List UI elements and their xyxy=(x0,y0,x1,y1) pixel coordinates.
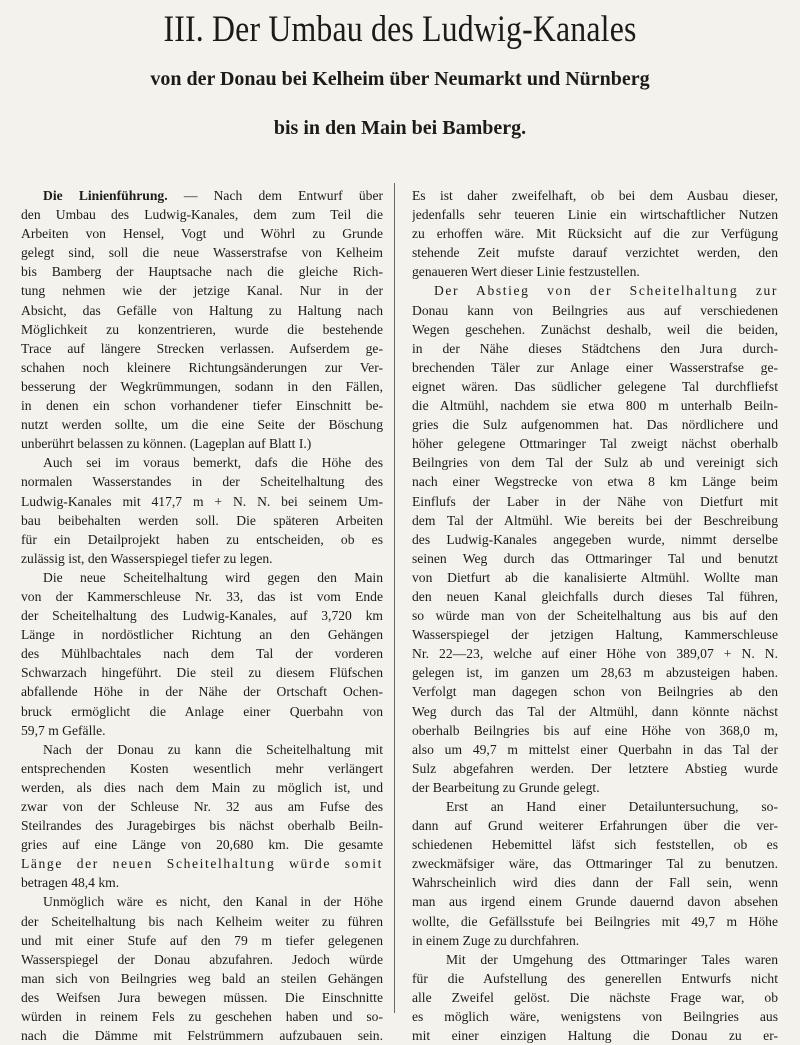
text-line: gelegt sind, soll die neue Wasserstrafse von Kelheim xyxy=(21,245,383,261)
text-line: nach die Dämme mit Felstrümmern aufzubauen sein. xyxy=(21,1028,383,1044)
text-line: des Mühlbachtales nach dem Tal der vorderen xyxy=(21,646,383,662)
text-line: Erst an Hand einer Detailuntersuchung, so- xyxy=(446,799,778,814)
text-line: werden, als dies nach dem Main zu möglich ist, und xyxy=(21,779,383,795)
text-line xyxy=(21,186,383,205)
text-line: Wegen geschehen. Zunächst deshalb, weil die beiden, xyxy=(412,321,778,337)
text-line: also um 49,7 m mittelst einer Querbahn in das Tal der xyxy=(412,741,778,757)
text-line: Ludwig-Kanales mit 417,7 m + N. N. bei seinem Um- xyxy=(21,493,383,509)
text-line: alle Zweifel gelöst. Die nächste Frage war, ob xyxy=(412,989,778,1005)
text-line: Unmöglich wäre es nicht, den Kanal in der Höhe xyxy=(43,894,383,910)
text-line: Steilrandes des Juragebirges bis nächst oberhalb Beiln- xyxy=(21,818,383,834)
text-line: in denen ein schon vorhandener tiefer Einschnitt be- xyxy=(21,398,383,414)
text-line: Einflufs der Laber in der Nähe von Dietfurt mit xyxy=(412,493,778,509)
text-line: schahen noch kleinere Richtungsänderungen zur Ver- xyxy=(21,359,383,375)
text-line: gelegen ist, im ganzen um 28,63 m abzusteigen haben. xyxy=(412,665,778,681)
text-line: der Scheitelhaltung bis nach Kelheim weiter zu führen xyxy=(21,913,383,929)
text-line: für die Aufstellung des generellen Entwurfs nicht xyxy=(412,970,778,986)
text-line: den neuen Kanal gleichfalls durch dieses Tal führen, xyxy=(412,588,778,604)
text-line: nach einer Wegstrecke von etwa 8 km Länge beim xyxy=(412,474,778,490)
text-line: Schwarzach hingeführt. Die steil zu diesem Flüfschen xyxy=(21,665,383,681)
text-line: mit einer einzigen Haltung die Donau zu er- xyxy=(412,1028,778,1044)
text-line: stehende Zeit mufste darauf verzichtet werden, den xyxy=(412,245,778,261)
text-line-fragment: — Nach dem Entwurf über xyxy=(167,188,383,203)
text-line: abfallende Höhe in der Nähe der Ortschaft Ochen- xyxy=(21,684,383,700)
text-line: zulässig ist, den Wasserspiegel tiefer zu legen. xyxy=(21,550,273,566)
text-line: zu erhoffen wäre. Mit Rücksicht auf die zur Verfügung xyxy=(412,226,778,242)
text-line: Nr. 22—23, welche auf einer Höhe von 389,07 + N. N. xyxy=(412,646,778,662)
text-line: Wasserspiegel der jetzigen Haltung, Kammerschleuse xyxy=(412,627,778,643)
text-line: schiedenen Hebemittel läfst sich feststellen, ob es xyxy=(412,837,778,853)
section-lead-heading: Die Linienführung. xyxy=(43,188,168,203)
text-line: von der Kammerschleuse Nr. 33, das ist vom Ende xyxy=(21,588,383,604)
text-line: und mit einer Stufe auf den 79 m tiefer gelegenen xyxy=(21,932,383,948)
text-line: Nach der Donau zu kann die Scheitelhaltung mit xyxy=(43,741,383,757)
text-line: würden in reinem Fels zu geschehen haben und so- xyxy=(21,1009,383,1025)
text-line: seinen Weg durch das Ottmaringer Tal und benutzt xyxy=(412,550,778,566)
text-line: in der Nähe dieses Städtchens den Jura durch- xyxy=(412,340,778,356)
text-line: Möglichkeit zu konzentrieren, wurde die bestehende xyxy=(21,321,383,337)
text-line: 59,7 m Gefälle. xyxy=(21,722,106,738)
text-line: oberhalb Beilngries bis auf eine Höhe von 368,0 m, xyxy=(412,722,778,738)
text-line: in einem Zuge zu durchfahren. xyxy=(412,932,580,948)
text-line: Der Abstieg von der Scheitelhaltung zur xyxy=(434,283,778,299)
text-line: des Ludwig-Kanales angegeben wurde, nimmt derselbe xyxy=(412,531,778,547)
text-line: zweckmäfsiger wäre, das Ottmaringer Tal zu benutzen. xyxy=(412,856,778,872)
chapter-subtitle-line-1: von der Donau bei Kelheim über Neumarkt und Nürnberg xyxy=(150,68,650,90)
text-line: wollte, die Gefällsstufe bei Beilngries mit 49,7 m Höhe xyxy=(412,913,778,929)
right-text-column xyxy=(412,186,778,1045)
text-line: brechenden Täler zur Anlage einer Wasserstrafse ge- xyxy=(412,359,778,375)
text-line: genaueren Wert dieser Linie festzustellen. xyxy=(412,264,640,280)
text-line: Sulz abgefahren werden. Der letztere Abstieg wurde xyxy=(412,760,778,776)
text-line: so würde man von der Scheitelhaltung aus bis auf den xyxy=(412,608,778,624)
text-line: gries die Sulz aufgenommen hat. Das nördlichere und xyxy=(412,417,778,433)
text-line: betragen 48,4 km. xyxy=(21,875,120,891)
text-line: gries auf eine Länge von 20,680 km. Die gesamte xyxy=(21,837,383,853)
text-line: unberührt belassen zu können. (Lageplan auf Blatt I.) xyxy=(21,436,312,452)
text-line: dann auf Grund weiterer Erfahrungen über die ver- xyxy=(412,818,778,834)
text-line: bruck ermöglicht die Anlage einer Querbahn von xyxy=(21,703,383,719)
text-line: normalen Wasserstandes in der Scheitelhaltung des xyxy=(21,474,383,490)
text-line: Donau kann von Beilngries aus auf verschiedenen xyxy=(412,302,778,318)
text-line: Länge in nordöstlicher Richtung an den Gehängen xyxy=(21,627,383,643)
text-line: jedenfalls sehr teueren Linie ein wirtschaftlicher Nutzen xyxy=(412,207,778,223)
text-line: Verfolgt man dagegen schon von Beilngries ab den xyxy=(412,684,778,700)
column-divider xyxy=(394,183,395,1013)
text-line: Beilngries von dem Tal der Sulz ab und vereinigt sich xyxy=(412,455,778,471)
text-line: es möglich wäre, wenigstens von Beilngries aus xyxy=(412,1009,778,1025)
text-line: höher gelegene Ottmaringer Tal zweigt nächst oberhalb xyxy=(412,436,778,452)
chapter-subtitle-line-2: bis in den Main bei Bamberg. xyxy=(273,117,527,139)
text-line: der Scheitelhaltung des Ludwig-Kanales, auf 3,720 km xyxy=(21,608,383,624)
text-line: Die neue Scheitelhaltung wird gegen den Main xyxy=(43,569,383,585)
text-line: bau beibehalten werden soll. Die späteren Arbeiten xyxy=(21,512,383,528)
left-text-column xyxy=(21,186,383,1045)
text-line: Wasserspiegel der Donau abzufahren. Jedoch würde xyxy=(21,951,383,967)
text-line: Auch sei im voraus bemerkt, dafs die Höhe des xyxy=(43,455,383,471)
chapter-title: III. Der Umbau des Ludwig-Kanales xyxy=(163,9,637,50)
text-line: Absicht, das Gefälle von Haltung zu Haltung nach xyxy=(21,302,383,318)
text-line: eignet wären. Das südlicher gelegene Tal durchfliefst xyxy=(412,378,778,394)
text-line: für ein Detailprojekt haben zu entscheiden, ob es xyxy=(21,531,383,547)
text-line: Mit der Umgehung des Ottmaringer Tales waren xyxy=(446,951,778,967)
text-line: Wahrscheinlich wird dies dann der Fall sein, wenn xyxy=(412,875,778,891)
text-line: Trace auf längere Strecken verlassen. Aufserdem ge- xyxy=(21,340,383,356)
text-line: des Weifsen Jura bewegen müssen. Die Einschnitte xyxy=(21,989,383,1005)
text-line: bis Bamberg der Hauptsache nach die gleiche Rich- xyxy=(21,264,383,280)
text-line: dem Tal der Altmühl. Wie bereits bei der Beschreibung xyxy=(412,512,778,528)
text-line: Arbeiten von Hensel, Vogt und Wöhrl zu Grunde xyxy=(21,226,383,242)
text-line: die Altmühl, nachdem sie etwa 800 m unterhalb Beiln- xyxy=(412,398,778,414)
text-line: Es ist daher zweifelhaft, ob bei dem Ausbau dieser, xyxy=(412,188,778,203)
text-line: man aus irgend einem Grunde dauernd davon absehen xyxy=(412,894,778,910)
text-line: den Umbau des Ludwig-Kanales, dem zum Teil die xyxy=(21,207,383,223)
text-line: besserung der Wegkrümmungen, sodann in den Fällen, xyxy=(21,378,383,394)
text-line: von Dietfurt ab die kanalisierte Altmühl. Wollte man xyxy=(412,569,778,585)
text-line: entsprechenden Kosten wesentlich mehr verlängert xyxy=(21,760,383,776)
text-line: zwar von der Schleuse Nr. 32 aus am Fufse des xyxy=(21,799,383,814)
text-line: der Bearbeitung zu Grunde gelegt. xyxy=(412,779,600,795)
text-line: nutzt werden sollte, um die eine Seite der Böschung xyxy=(21,417,383,433)
text-line: man sich von Beilngries weg bald an steilen Gehängen xyxy=(21,970,383,986)
text-line: Länge der neuen Scheitelhaltung würde somit xyxy=(21,856,383,872)
text-line: Weg durch das Tal der Altmühl, dann könnte nächst xyxy=(412,703,778,719)
text-line: tung nehmen wie der jetzige Kanal. Nur in der xyxy=(21,283,383,299)
